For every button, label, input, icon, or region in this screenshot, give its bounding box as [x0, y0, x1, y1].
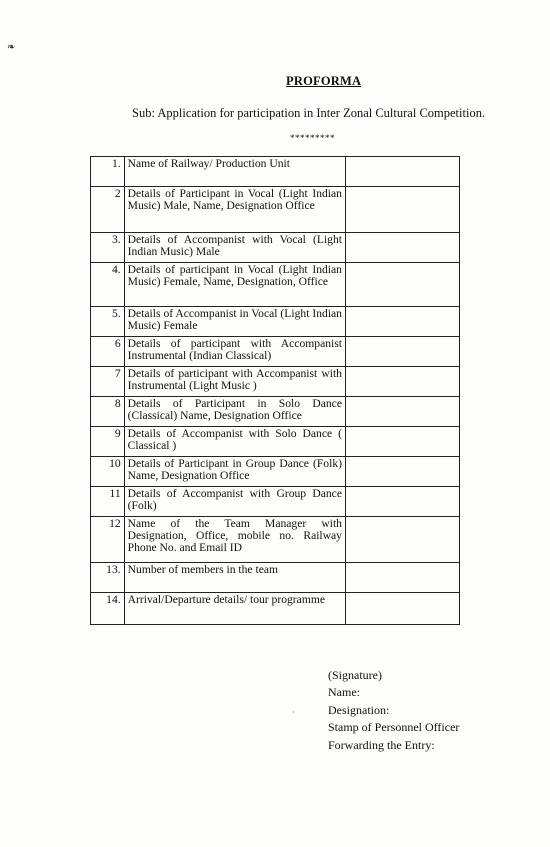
entry-field[interactable]	[345, 187, 459, 233]
entry-field[interactable]	[345, 487, 459, 517]
row-description: Details of Accompanist with Solo Dance ( Classical )	[124, 427, 345, 457]
entry-field[interactable]	[345, 263, 459, 307]
row-description: Number of members in the team	[124, 563, 345, 593]
table-row	[91, 233, 460, 263]
entry-field[interactable]	[345, 233, 459, 263]
row-number: 11	[91, 487, 125, 517]
entry-field[interactable]	[345, 307, 459, 337]
name-line: Name:	[328, 685, 360, 700]
row-description: Details of Accompanist with Group Dance (Folk)	[124, 487, 345, 517]
row-description: Details of Participant in Vocal (Light Indian Music) Male, Name, Designation Office	[124, 187, 345, 233]
entry-field[interactable]	[345, 563, 459, 593]
table-row	[91, 593, 460, 625]
table-row	[91, 337, 460, 367]
table-row	[91, 487, 460, 517]
table-row	[91, 397, 460, 427]
row-description: Details of Accompanist with Vocal (Light Indian Music) Male	[124, 233, 345, 263]
row-number: 3.	[91, 233, 125, 263]
row-description: Details of participant in Vocal (Light Indian Music) Female, Name, Designation, Office	[124, 263, 345, 307]
table-row	[91, 263, 460, 307]
row-description: Arrival/Departure details/ tour programme	[124, 593, 345, 625]
row-description: Details of participant with Accompanist Instrumental (Indian Classical)	[124, 337, 345, 367]
table-row	[91, 457, 460, 487]
entry-field[interactable]	[345, 367, 459, 397]
entry-field[interactable]	[345, 397, 459, 427]
row-number: 4.	[91, 263, 125, 307]
row-number: 7	[91, 367, 125, 397]
row-number: 9	[91, 427, 125, 457]
scan-mark: ❧	[7, 42, 16, 53]
entry-field[interactable]	[345, 337, 459, 367]
designation-line: Designation:	[328, 702, 390, 717]
row-number: 14.	[91, 593, 125, 625]
entry-field[interactable]	[345, 157, 459, 187]
signature-line: (Signature)	[328, 668, 382, 682]
row-number: 1.	[91, 157, 125, 187]
row-description: Details of Participant in Solo Dance (Classical) Name, Designation Office	[124, 397, 345, 427]
entry-field[interactable]	[345, 457, 459, 487]
table-row	[91, 517, 460, 563]
forwarding-line: Forwarding the Entry:	[328, 737, 435, 752]
row-number: 2	[91, 187, 125, 233]
signature-block	[328, 667, 459, 754]
entry-field[interactable]	[345, 427, 459, 457]
row-number: 8	[91, 397, 125, 427]
table-row	[91, 563, 460, 593]
subject-line: Sub: Application for participation in Inter Zonal Cultural Competition.	[132, 106, 486, 120]
table-row	[91, 367, 460, 397]
row-number: 6	[91, 337, 125, 367]
row-description: Details of participant with Accompanist with Instrumental (Light Music )	[124, 367, 345, 397]
entry-field[interactable]	[345, 517, 459, 563]
proforma-table	[90, 156, 460, 625]
table-row	[91, 187, 460, 233]
table-row	[91, 307, 460, 337]
row-number: 5.	[91, 307, 125, 337]
entry-field[interactable]	[345, 593, 459, 625]
page-title: PROFORMA	[286, 74, 362, 88]
row-description: Details of Participant in Group Dance (Folk) Name, Designation Office	[124, 457, 345, 487]
row-description: Name of Railway/ Production Unit	[124, 157, 345, 187]
table-row	[91, 157, 460, 187]
row-number: 12	[91, 517, 125, 563]
scan-speck: ·	[292, 708, 295, 717]
separator-stars: *********	[290, 133, 335, 143]
row-number: 13.	[91, 563, 125, 593]
row-description: Name of the Team Manager with Designation, Office, mobile no. Railway Phone No. and Email ID	[124, 517, 345, 563]
stamp-line: Stamp of Personnel Officer	[328, 720, 460, 735]
table-row	[91, 427, 460, 457]
row-number: 10	[91, 457, 125, 487]
row-description: Details of Accompanist in Vocal (Light Indian Music) Female	[124, 307, 345, 337]
